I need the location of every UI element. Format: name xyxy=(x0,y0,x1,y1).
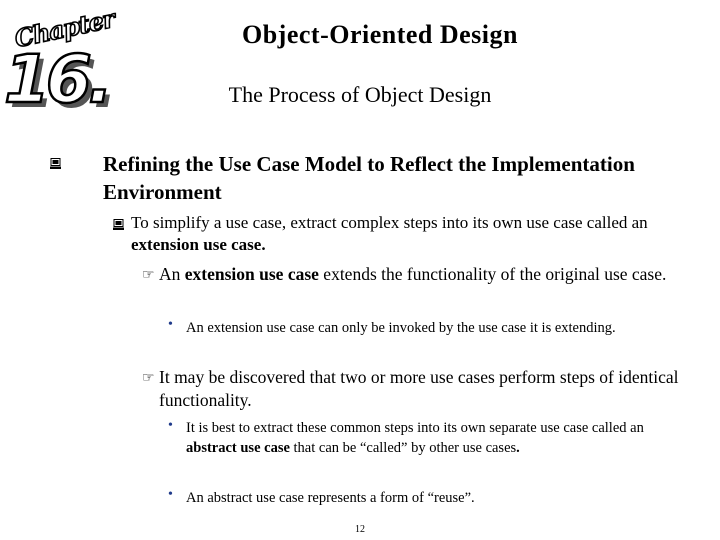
dot-bullet-icon: • xyxy=(168,487,173,502)
bullet-level4: An abstract use case represents a form of “reuse”. xyxy=(186,490,475,506)
bullet-level4: An extension use case can only be invoked by the use case it is extending. xyxy=(186,320,616,336)
slide-subtitle: The Process of Object Design xyxy=(228,82,492,107)
bullet-level2 xyxy=(131,212,691,256)
bullet-level3: It may be discovered that two or more use cases perform steps of identical functionality. xyxy=(159,367,679,410)
bullet-text: extends the functionality of the original use case. xyxy=(318,264,667,284)
bullet-text: To simplify a use case, extract complex steps into its own use case called an xyxy=(131,213,648,232)
chapter-number: 16. xyxy=(4,41,109,118)
page-number: 12 xyxy=(355,524,365,535)
bullet-bold-text: . xyxy=(516,440,520,456)
chapter-word: Chapter xyxy=(12,3,117,54)
bullet-text: that can be “called” by other use cases xyxy=(289,440,517,456)
dot-bullet-icon: • xyxy=(168,418,173,433)
computer-bullet-icon xyxy=(50,158,61,169)
bullet-level3 xyxy=(159,263,689,286)
dot-bullet-icon: • xyxy=(168,317,173,332)
bullet-level1: Refining the Use Case Model to Reflect the Implementation Environment xyxy=(103,152,635,204)
computer-bullet-icon xyxy=(113,219,124,230)
chapter-logo xyxy=(0,0,117,130)
hand-pointer-icon: ☞ xyxy=(142,370,155,386)
bullet-level4 xyxy=(186,418,686,458)
bullet-text: An xyxy=(159,264,185,284)
bullet-bold-text: abstract use case xyxy=(186,440,290,456)
hand-pointer-icon: ☞ xyxy=(142,267,155,283)
bullet-bold-text: extension use case. xyxy=(131,235,266,254)
slide-title: Object-Oriented Design xyxy=(241,20,518,49)
bullet-text: It is best to extract these common steps into its own separate use case called an xyxy=(186,420,644,436)
bullet-bold-text: extension use case xyxy=(184,264,319,284)
